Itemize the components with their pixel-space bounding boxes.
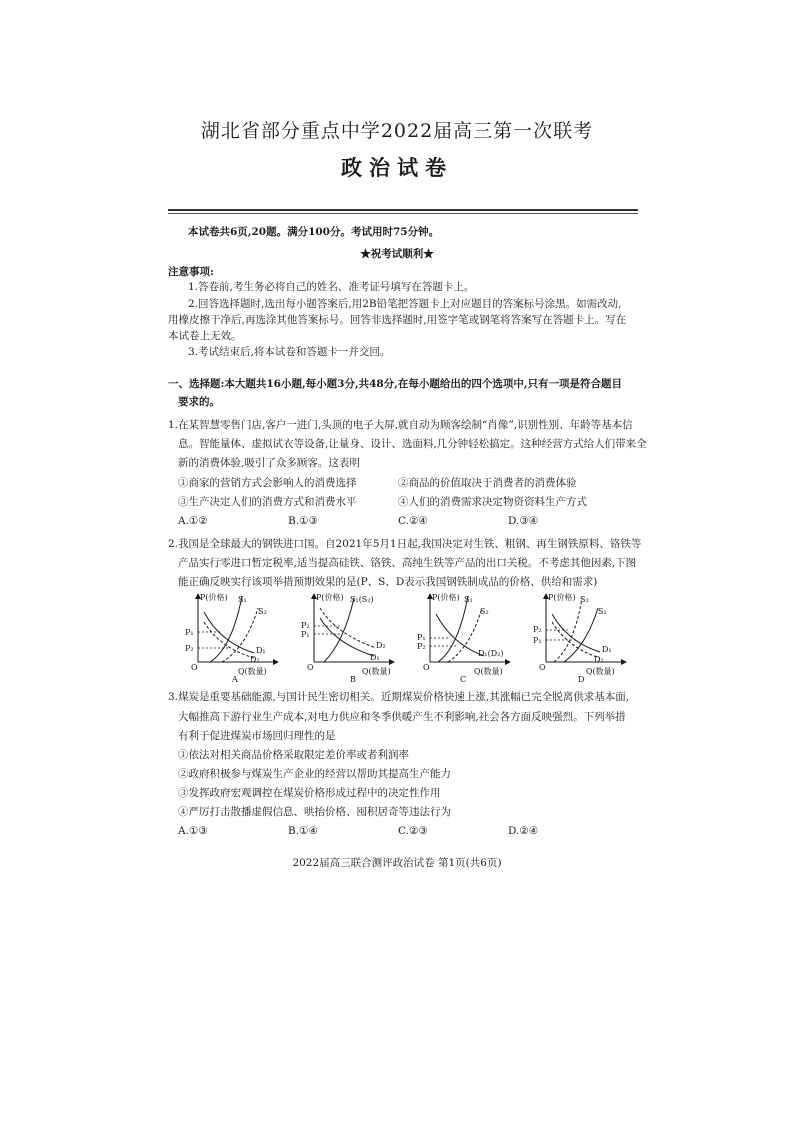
y-axis-label: P(价格) xyxy=(432,593,460,602)
q3-option-d: D.②④ xyxy=(508,825,539,837)
q1-statement-3: ③生产决定人们的消费方式和消费水平 xyxy=(178,496,357,508)
chart-letter: B xyxy=(350,675,356,682)
exam-wish: ★祝考试顺利★ xyxy=(360,248,434,260)
x-axis-label: Q(数量) xyxy=(238,667,267,676)
exam-title: 湖北省部分重点中学2022届高三第一次联考 xyxy=(200,120,594,142)
section-heading: 一、选择题:本大题共16小题,每小题3分,共48分,在每小题给出的四个选项中,只有一项是符合题目 xyxy=(168,378,623,390)
s2-label: S₂ xyxy=(580,595,589,604)
p2-label: P₂ xyxy=(185,644,194,653)
header-rule-thin xyxy=(168,213,638,214)
supply-curve-s1 xyxy=(438,596,468,662)
exam-info: 本试卷共6页,20题。满分100分。考试用时75分钟。 xyxy=(188,226,440,238)
demand-curve-d1-d2 xyxy=(436,614,484,656)
q1-option-b: B.①③ xyxy=(288,515,318,527)
exam-subtitle: 政治试卷 xyxy=(341,155,453,180)
d-label: D₁(D₂) xyxy=(478,649,504,658)
q3-statement-3: ③发挥政府宏观调控在煤炭价格形成过程中的决定性作用 xyxy=(178,787,441,799)
s-label: S₁(S₂) xyxy=(350,595,374,604)
q1-option-c: C.②④ xyxy=(398,515,428,527)
q2-stem-line1: 2.我国是全球最大的钢铁进口国。自2021年5月1日起,我国决定对生铁、粗钢、再生钢铁原料、铬铁等 xyxy=(168,538,642,550)
q3-option-c: C.②③ xyxy=(398,825,428,837)
q1-stem-line2: 息。智能量体、虚拟试衣等设备,让量身、设计、选面料,几分钟轻松搞定。这种经营方式给人们带来全 xyxy=(178,438,647,450)
note-item-1: 1.答卷前,考生务必将自己的姓名、准考证号填写在答题卡上。 xyxy=(188,281,475,293)
chart-b xyxy=(296,590,411,682)
page-footer: 2022届高三联合测评政治试卷 第1页(共6页) xyxy=(292,857,502,869)
s1-label: S₁ xyxy=(598,607,607,616)
y-axis-label: P(价格) xyxy=(548,593,576,602)
y-axis-label: P(价格) xyxy=(200,593,228,602)
q1-statement-4: ④人们的消费需求决定物资资料生产方式 xyxy=(398,496,587,508)
q3-option-b: B.①④ xyxy=(288,825,318,837)
p1-label: P₁ xyxy=(417,633,426,642)
chart-d xyxy=(528,590,633,682)
s2-label: S₂ xyxy=(258,607,267,616)
q3-stem-line3: 有利于促进煤炭市场回归理性的是 xyxy=(178,730,336,742)
x-axis-label: Q(数量) xyxy=(362,667,391,676)
p2-label: P₂ xyxy=(533,625,542,634)
chart-letter: C xyxy=(460,675,467,682)
d2-label: D₂ xyxy=(376,641,386,650)
q3-stem-line2: 大幅推高下游行业生产成本,对电力供应和冬季供暖产生不利影响,社会各方面反映强烈。下列举措 xyxy=(178,711,626,723)
p2-label: P₂ xyxy=(417,642,426,651)
header-rule-thick xyxy=(168,209,638,211)
s1-label: S₁ xyxy=(238,595,247,604)
p1-label: P₁ xyxy=(301,630,310,639)
q3-statement-2: ②政府积极参与煤炭生产企业的经营以帮助其提高生产能力 xyxy=(178,768,451,780)
chart-c xyxy=(412,590,517,682)
q1-statement-1: ①商家的营销方式会影响人的消费选择 xyxy=(178,477,357,489)
p2-label: P₂ xyxy=(301,621,310,630)
q3-stem-line1: 3.煤炭是重要基础能源,与国计民生密切相关。近期煤炭价格快速上涨,其涨幅已完全脱离供求基本面, xyxy=(168,691,630,703)
supply-curve-s2 xyxy=(448,608,482,662)
d2-label: D₂ xyxy=(250,655,260,664)
d1-label: D₁ xyxy=(256,646,266,655)
notes-heading: 注意事项: xyxy=(168,266,214,278)
chart-letter: D xyxy=(578,675,585,682)
q2-stem-line2: 产品实行零进口暂定税率,适当提高硅铁、铬铁、高纯生铁等产品的出口关税。不考虑其他因素,下图 xyxy=(178,557,637,569)
demand-curve-d1 xyxy=(552,614,600,652)
d1-label: D₁ xyxy=(602,645,612,654)
origin-label: O xyxy=(423,663,430,672)
q1-stem-line1: 1.在某智慧零售门店,客户一进门,头顶的电子大屏,就自动为顾客绘制“肖像”,识别性别、年龄等基本信 xyxy=(168,419,633,431)
x-axis-label: Q(数量) xyxy=(586,667,615,676)
chart-letter: A xyxy=(232,675,238,682)
section-heading-cont: 要求的。 xyxy=(178,396,220,408)
d2-label: D₂ xyxy=(594,655,604,664)
q3-option-a: A.①③ xyxy=(178,825,208,837)
q1-statement-2: ②商品的价值取决于消费者的消费体验 xyxy=(398,477,577,489)
supply-curve-s1-s2 xyxy=(324,598,354,662)
q1-stem-line3: 新的消费体验,吸引了众多顾客。这表明 xyxy=(178,457,360,469)
note-item-2-end: 本试卷上无效。 xyxy=(168,330,242,342)
origin-label: O xyxy=(191,663,198,672)
q1-option-d: D.③④ xyxy=(508,515,539,527)
note-item-2: 2.回答选择题时,选出每小题答案后,用2B铅笔把答题卡上对应题目的答案标号涂黑。如需改动, xyxy=(188,298,622,310)
q2-stem-line3: 能正确反映实行该项举措预期效果的是(P、S、D表示我国钢铁制成品的价格、供给和需求) xyxy=(178,576,598,588)
origin-label: O xyxy=(307,663,314,672)
q3-statement-1: ①依法对相关商品价格采取限定差价率或者利润率 xyxy=(178,749,409,761)
y-axis-label: P(价格) xyxy=(316,593,344,602)
q3-statement-4: ④严厉打击散播虚假信息、哄抬价格、囤积居奇等违法行为 xyxy=(178,806,451,818)
chart-a xyxy=(180,590,285,682)
q1-option-a: A.①② xyxy=(178,515,208,527)
demand-curve-d2 xyxy=(320,608,376,648)
note-item-3: 3.考试结束后,将本试卷和答题卡一并交回。 xyxy=(188,346,391,358)
s1-label: S₁ xyxy=(464,595,473,604)
note-item-2-cont: 用橡皮擦干净后,再选涂其他答案标号。回答非选择题时,用签字笔或钢笔将答案写在答题卡上。写在 xyxy=(168,314,627,326)
supply-curve-s2 xyxy=(222,608,258,662)
p1-label: P₁ xyxy=(533,636,542,645)
p1-label: P₁ xyxy=(185,628,194,637)
demand-curve-d2 xyxy=(204,622,254,658)
s2-label: S₂ xyxy=(480,607,489,616)
origin-label: O xyxy=(539,663,546,672)
d1-label: D₁ xyxy=(370,653,380,662)
x-axis-label: Q(数量) xyxy=(474,667,503,676)
